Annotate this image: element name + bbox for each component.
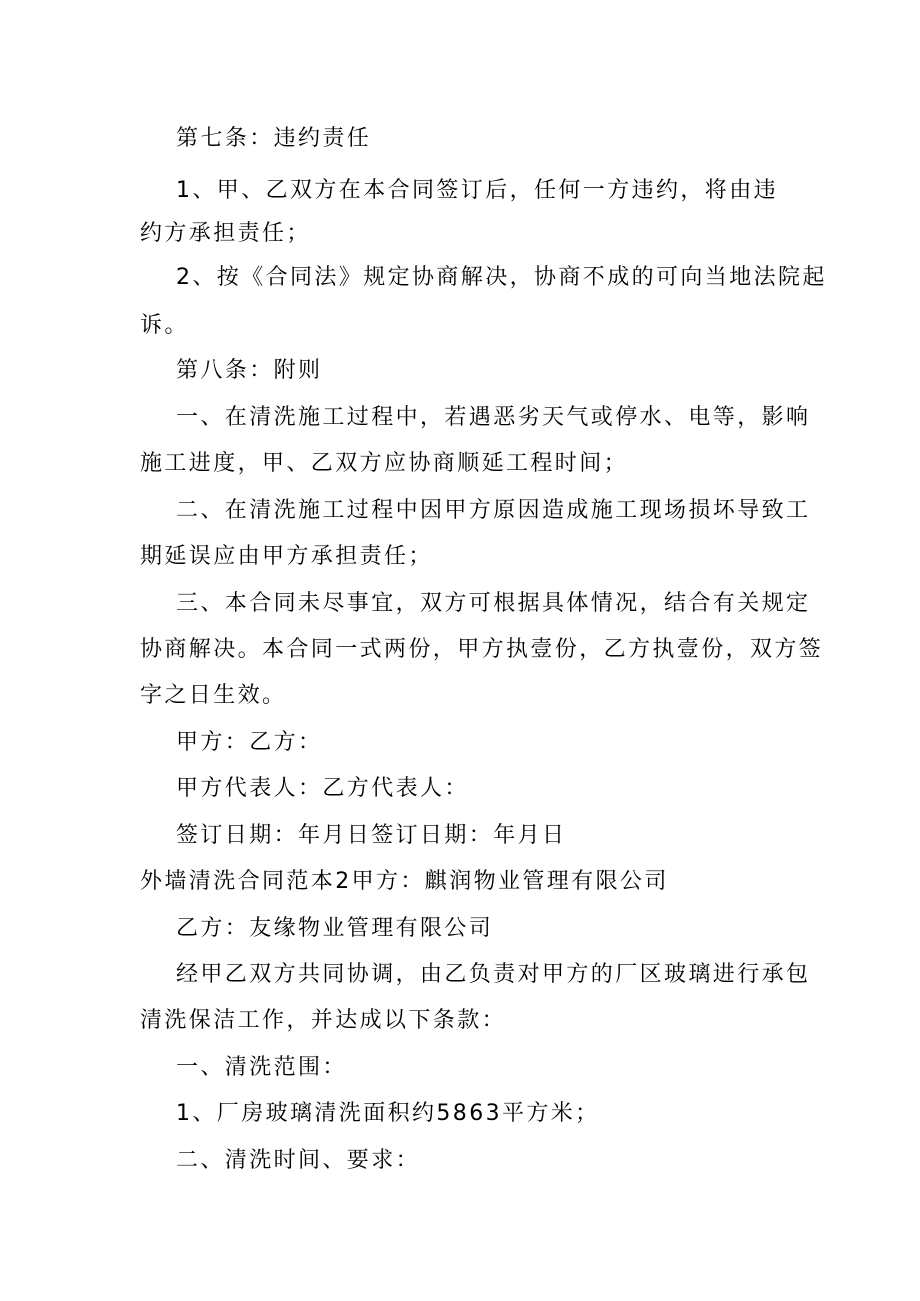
paragraph-line: 清洗保洁工作，并达成以下条款： bbox=[140, 1008, 507, 1033]
paragraph-line: 2、按《合同法》规定协商解决，协商不成的可向当地法院起 bbox=[176, 265, 827, 290]
party-b-line: 乙方：友缘物业管理有限公司 bbox=[176, 916, 494, 941]
section-heading: 二、清洗时间、要求： bbox=[176, 1148, 421, 1173]
contract-title-line: 外墙清洗合同范本2甲方：麒润物业管理有限公司 bbox=[140, 869, 669, 894]
paragraph-line: 施工进度，甲、乙双方应协商顺延工程时间； bbox=[140, 451, 629, 476]
signature-date-line: 签订日期：年月日签订日期：年月日 bbox=[176, 823, 567, 848]
article-7-heading: 第七条：违约责任 bbox=[176, 126, 372, 151]
paragraph-line: 诉。 bbox=[140, 313, 189, 338]
paragraph-line: 一、在清洗施工过程中，若遇恶劣天气或停水、电等，影响 bbox=[176, 405, 811, 430]
section-heading: 一、清洗范围： bbox=[176, 1055, 347, 1080]
article-8-heading: 第八条：附则 bbox=[176, 358, 323, 383]
signature-party-line: 甲方：乙方： bbox=[176, 730, 323, 755]
paragraph-line: 约方承担责任； bbox=[140, 221, 311, 246]
paragraph-line: 协商解决。本合同一式两份，甲方执壹份，乙方执壹份，双方签 bbox=[140, 637, 824, 662]
paragraph-line: 字之日生效。 bbox=[140, 683, 287, 708]
paragraph-line: 二、在清洗施工过程中因甲方原因造成施工现场损坏导致工 bbox=[176, 498, 811, 523]
paragraph-line: 三、本合同未尽事宜，双方可根据具体情况，结合有关规定 bbox=[176, 591, 811, 616]
paragraph-line: 1、厂房玻璃清洗面积约5863平方米； bbox=[176, 1101, 600, 1126]
paragraph-line: 期延误应由甲方承担责任； bbox=[140, 544, 433, 569]
paragraph-line: 经甲乙双方共同协调，由乙负责对甲方的厂区玻璃进行承包 bbox=[176, 962, 811, 987]
paragraph-line: 1、甲、乙双方在本合同签订后，任何一方违约，将由违 bbox=[176, 178, 778, 203]
signature-representative-line: 甲方代表人：乙方代表人： bbox=[176, 776, 469, 801]
